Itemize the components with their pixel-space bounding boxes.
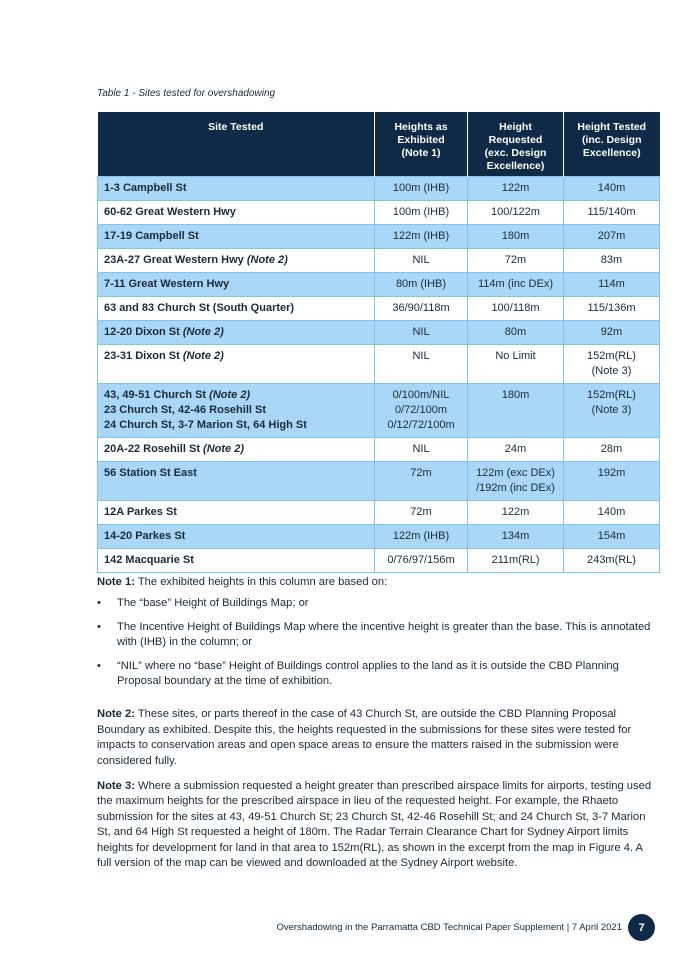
exhibited-cell: 100m (IHB): [375, 201, 468, 225]
exhibited-cell: 122m (IHB): [375, 225, 468, 249]
requested-cell: No Limit: [468, 345, 564, 384]
site-cell: 142 Macquarie St: [98, 549, 375, 573]
table-row: [98, 273, 660, 297]
table-body: [98, 177, 660, 573]
list-item: • “NIL” where no “base” Height of Buildings control applies to the land as it is outside the CBD Planning Proposal boundary at the time of exhibition.: [97, 659, 619, 688]
exhibited-cell: 122m (IHB): [375, 525, 468, 549]
column-header: Height Tested (inc. Design Excellence): [564, 112, 660, 177]
site-cell: 20A-22 Rosehill St (Note 2): [98, 438, 375, 462]
table-row: [98, 321, 660, 345]
tested-cell: 92m: [564, 321, 660, 345]
table-row: [98, 384, 660, 438]
site-cell: 23-31 Dixon St (Note 2): [98, 345, 375, 384]
table-row: [98, 438, 660, 462]
exhibited-cell: NIL: [375, 438, 468, 462]
exhibited-cell: 72m: [375, 462, 468, 501]
tested-cell: 115/140m: [564, 201, 660, 225]
bullet-icon: •: [97, 620, 101, 633]
table-row: [98, 297, 660, 321]
tested-cell: 140m: [564, 501, 660, 525]
table-row: [98, 249, 660, 273]
site-cell: 23A-27 Great Western Hwy (Note 2): [98, 249, 375, 273]
requested-cell: 24m: [468, 438, 564, 462]
note-reference: (Note 2): [203, 443, 244, 455]
requested-cell: 72m: [468, 249, 564, 273]
table-row: [98, 525, 660, 549]
table-row: [98, 345, 660, 384]
column-header: Heights as Exhibited (Note 1): [375, 112, 468, 177]
table-row: [98, 225, 660, 249]
exhibited-cell: NIL: [375, 249, 468, 273]
exhibited-cell: NIL: [375, 345, 468, 384]
sites-table: [97, 112, 660, 573]
site-cell: 60-62 Great Western Hwy: [98, 201, 375, 225]
exhibited-cell: 80m (IHB): [375, 273, 468, 297]
requested-cell: 122m: [468, 501, 564, 525]
site-cell: 12A Parkes St: [98, 501, 375, 525]
table-row: [98, 177, 660, 201]
requested-cell: 100/122m: [468, 201, 564, 225]
footer-text: Overshadowing in the Parramatta CBD Technical Paper Supplement | 7 April 2021: [276, 922, 622, 933]
requested-cell: 114m (inc DEx): [468, 273, 564, 297]
site-cell: 12-20 Dixon St (Note 2): [98, 321, 375, 345]
tested-cell: 243m(RL): [564, 549, 660, 573]
note-reference: (Note 2): [182, 326, 224, 338]
table-row: [98, 201, 660, 225]
list-item: • The Incentive Height of Buildings Map where the incentive height is greater than the base. This is annotated with (IHB) in the column; or: [97, 620, 651, 649]
note-1: Note 1: The exhibited heights in this column are based on:: [97, 576, 388, 588]
exhibited-cell: 0/76/97/156m: [375, 549, 468, 573]
table-header-row: [98, 112, 660, 177]
table-row: [98, 501, 660, 525]
site-cell: 43, 49-51 Church St (Note 2) 23 Church St, 42-46 Rosehill St 24 Church St, 3-7 Marion St, 64 High St: [98, 384, 375, 438]
requested-cell: 122m: [468, 177, 564, 201]
note-1-bullets: [97, 596, 659, 689]
note-3: Note 3: Where a submission requested a height greater than prescribed airspace limits for airports, testing used the maximum heights for the prescribed airspace in lieu of the requested height. For example, the Rhaeto submission for the sites at 43, 49-51 Church St; 23 Church St, 42-46 Rosehill St; and 24 Church St, 3-7 Marion St, and 64 High St requested a height of 180m. The Radar Terrain Clearance Chart for Sydney Airport limits heights for development for land in that area to 152m(RL), as shown in the excerpt from the map in Figure 4. A full version of the map can be viewed and downloaded at the Sydney Airport website.: [97, 780, 652, 870]
requested-cell: 180m: [468, 384, 564, 438]
exhibited-cell: 36/90/118m: [375, 297, 468, 321]
notes-section: [97, 575, 659, 872]
note-reference: (Note 2): [182, 350, 224, 362]
tested-cell: 192m: [564, 462, 660, 501]
column-header: Site Tested: [98, 112, 375, 177]
list-item: • The “base” Height of Buildings Map; or: [97, 596, 659, 611]
page-number: 7: [628, 914, 655, 941]
table-caption: Table 1 - Sites tested for overshadowing: [97, 88, 276, 99]
exhibited-cell: 72m: [375, 501, 468, 525]
site-cell: 56 Station St East: [98, 462, 375, 501]
tested-cell: 154m: [564, 525, 660, 549]
tested-cell: 83m: [564, 249, 660, 273]
site-cell: 1-3 Campbell St: [98, 177, 375, 201]
note-reference: (Note 2): [209, 389, 251, 401]
bullet-icon: •: [97, 659, 101, 672]
site-cell: 7-11 Great Western Hwy: [98, 273, 375, 297]
note-reference: (Note 2): [246, 254, 288, 266]
requested-cell: 100/118m: [468, 297, 564, 321]
note-2: Note 2: These sites, or parts thereof in the case of 43 Church St, are outside the CBD Planning Proposal Boundary as exhibited. Despite this, the heights requested in the submissions for these sites were tested for impacts to conservation areas and open space areas to ensure the matters raised in the submission were considered fully.: [97, 708, 632, 767]
table-row: [98, 549, 660, 573]
requested-cell: 134m: [468, 525, 564, 549]
exhibited-cell: 100m (IHB): [375, 177, 468, 201]
tested-cell: 152m(RL) (Note 3): [564, 384, 660, 438]
tested-cell: 152m(RL) (Note 3): [564, 345, 660, 384]
bullet-icon: •: [97, 597, 101, 610]
column-header: Height Requested (exc. Design Excellence): [468, 112, 564, 177]
requested-cell: 180m: [468, 225, 564, 249]
tested-cell: 140m: [564, 177, 660, 201]
tested-cell: 115/136m: [564, 297, 660, 321]
site-cell: 63 and 83 Church St (South Quarter): [98, 297, 375, 321]
site-cell: 14-20 Parkes St: [98, 525, 375, 549]
requested-cell: 80m: [468, 321, 564, 345]
table-row: [98, 462, 660, 501]
site-cell: 17-19 Campbell St: [98, 225, 375, 249]
tested-cell: 28m: [564, 438, 660, 462]
tested-cell: 207m: [564, 225, 660, 249]
exhibited-cell: NIL: [375, 321, 468, 345]
exhibited-cell: 0/100m/NIL 0/72/100m 0/12/72/100m: [375, 384, 468, 438]
tested-cell: 114m: [564, 273, 660, 297]
requested-cell: 211m(RL): [468, 549, 564, 573]
requested-cell: 122m (exc DEx) /192m (inc DEx): [468, 462, 564, 501]
